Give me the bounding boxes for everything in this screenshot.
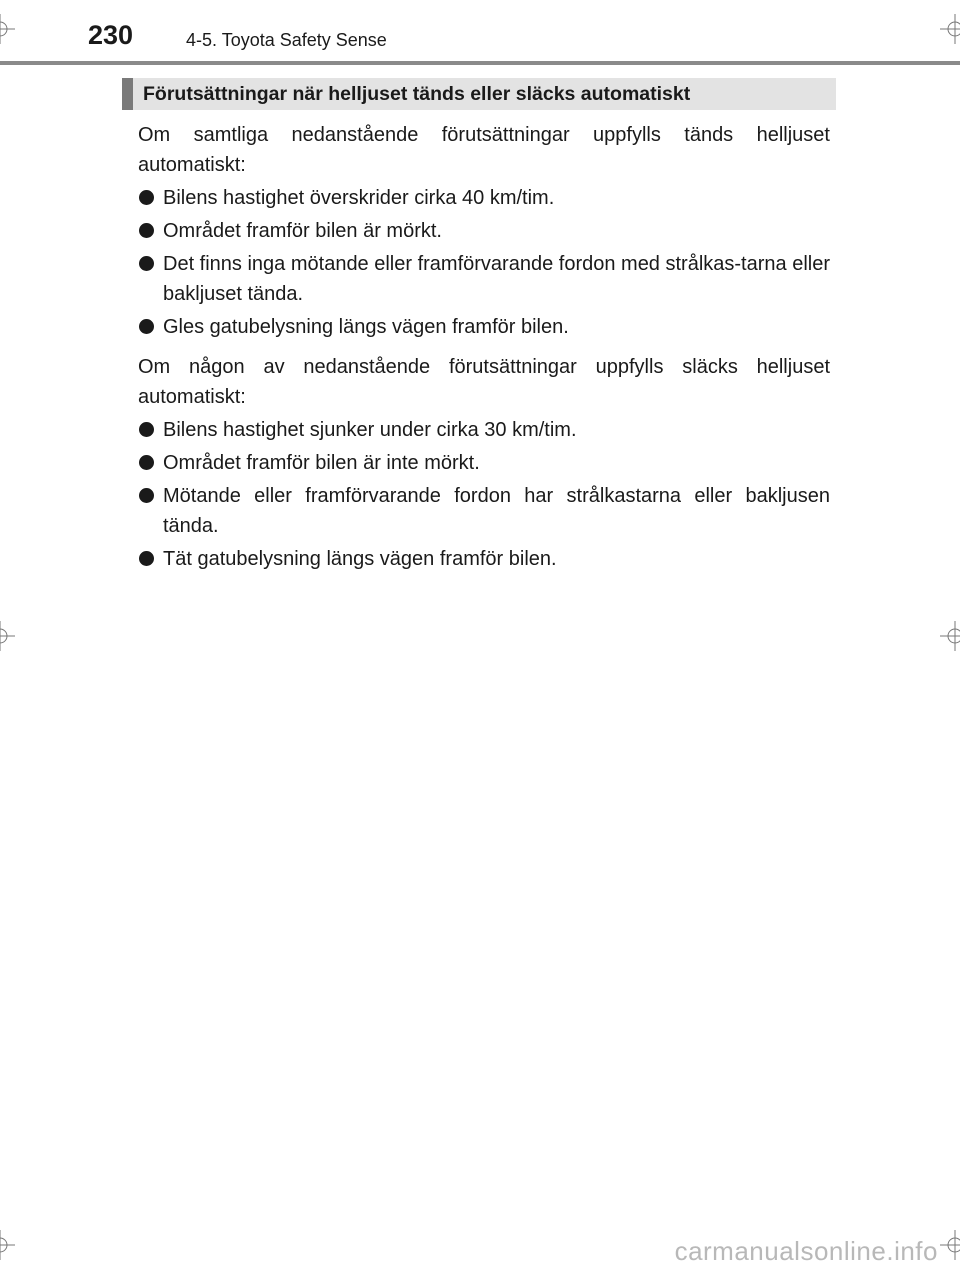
bullet-icon — [139, 551, 154, 566]
list-item — [138, 312, 830, 342]
list-item — [138, 249, 830, 309]
list-item — [138, 415, 830, 445]
bullets-off-list — [138, 415, 830, 574]
list-item-text: Området framför bilen är inte mörkt. — [163, 452, 480, 474]
section-title-bar — [122, 78, 836, 110]
bullet-icon — [139, 223, 154, 238]
crop-mark-icon — [0, 14, 15, 44]
bullet-icon — [139, 422, 154, 437]
list-item — [138, 544, 830, 574]
bullet-icon — [139, 488, 154, 503]
bullet-icon — [139, 256, 154, 271]
bullet-icon — [139, 455, 154, 470]
crop-mark-icon — [0, 621, 15, 651]
section-header: 4-5. Toyota Safety Sense — [186, 30, 387, 50]
list-item — [138, 481, 830, 541]
header-rule — [0, 61, 960, 65]
list-item — [138, 183, 830, 213]
crop-mark-icon — [940, 1230, 960, 1260]
crop-mark-icon — [940, 621, 960, 651]
crop-mark-icon — [940, 14, 960, 44]
intro-off-paragraph: Om någon av nedanstående förutsättningar uppfylls släcks helljuset automatiskt: — [138, 356, 830, 408]
list-item-text: Gles gatubelysning längs vägen framför bilen. — [163, 316, 569, 338]
list-item — [138, 216, 830, 246]
intro-on-paragraph: Om samtliga nedanstående förutsättningar uppfylls tänds helljuset automatiskt: — [138, 124, 830, 176]
list-item-text: Bilens hastighet överskrider cirka 40 km/tim. — [163, 187, 555, 209]
content-body — [138, 120, 830, 584]
page-number: 230 — [88, 20, 134, 50]
list-item-text: Mötande eller framförvarande fordon har strålkastarna eller bakljusen tända. — [163, 485, 830, 537]
list-item-text: Det finns inga mötande eller framförvarande fordon med strålkas-tarna eller bakljuset tända. — [163, 253, 830, 305]
section-title: Förutsättningar när helljuset tänds eller släcks automatiskt — [143, 83, 691, 105]
bullet-icon — [139, 190, 154, 205]
watermark: carmanualsonline.info — [674, 1236, 938, 1266]
bullets-on-list — [138, 183, 830, 342]
list-item-text: Bilens hastighet sjunker under cirka 30 km/tim. — [163, 419, 577, 441]
bullet-icon — [139, 319, 154, 334]
list-item-text: Området framför bilen är mörkt. — [163, 220, 442, 242]
crop-mark-icon — [0, 1230, 15, 1260]
list-item-text: Tät gatubelysning längs vägen framför bilen. — [163, 548, 557, 570]
list-item — [138, 448, 830, 478]
